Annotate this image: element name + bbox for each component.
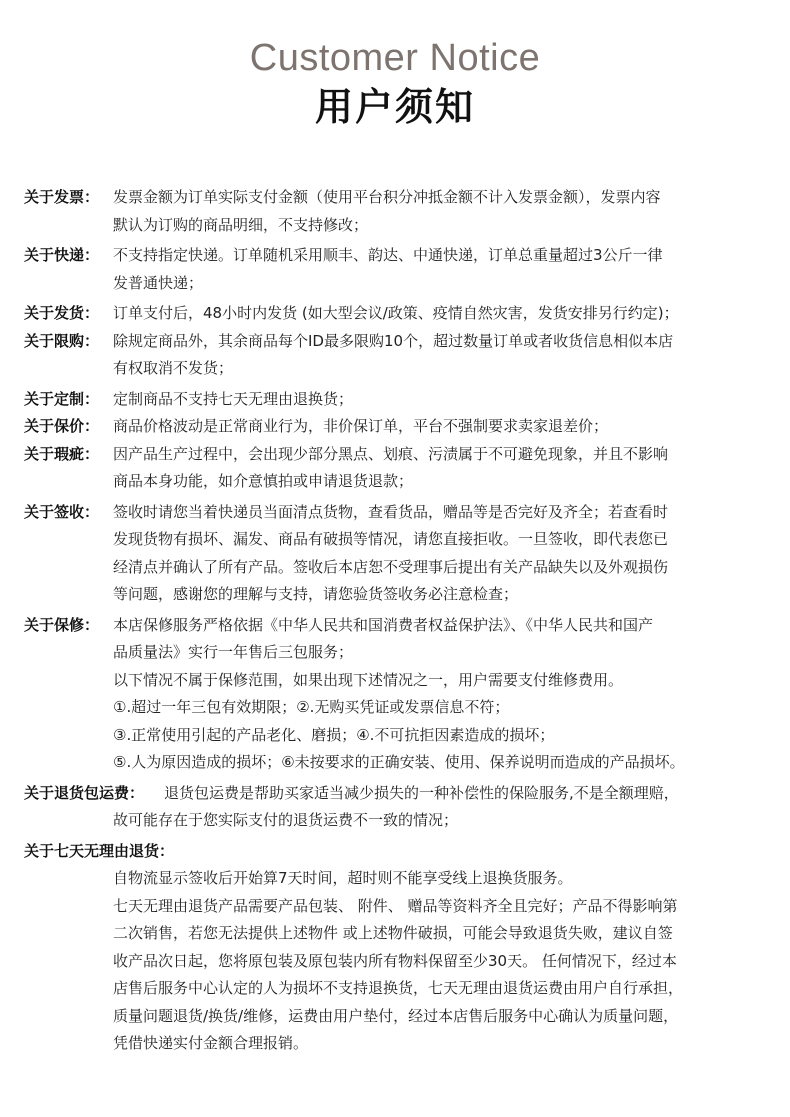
notice-label: 关于保修： <box>24 615 100 634</box>
notice-seven-day <box>24 838 774 866</box>
notice-text: 故可能存在于您实际支付的退货运费不一致的情况； <box>113 811 459 829</box>
notice-text: ③.正常使用引起的产品老化、磨损；④.不可抗拒因素造成的损坏； <box>113 725 555 744</box>
notice-text: 不支持指定快递。订单随机采用顺丰、韵达、中通快递，订单总重量超过3公斤一律 <box>113 246 663 264</box>
page-title-chinese: 用户须知 <box>314 85 475 129</box>
notice-text: 品质量法》实行一年售后三包服务； <box>113 643 354 661</box>
notice-text: 七天无理由退货产品需要产品包装、 附件、 赠品等资料齐全且完好；产品不得影响第 <box>113 896 678 915</box>
notice-text: ①.超过一年三包有效期限；②.无购买凭证或发票信息不符； <box>113 698 510 716</box>
notice-custom <box>24 386 774 414</box>
notice-flaw <box>24 441 774 469</box>
notice-text: 签收时请您当着快递员当面清点货物，查看货品，赠品等是否完好及齐全；若查看时 <box>113 502 669 521</box>
notice-text: 发普通快递； <box>113 273 204 292</box>
notice-text: 以下情况不属于保修范围，如果出现下述情况之一，用户需要支付维修费用。 <box>113 670 624 689</box>
notice-text: ⑤.人为原因造成的损坏；⑥未按要求的正确安装、使用、保养说明而造成的产品损坏。 <box>113 753 685 771</box>
notice-text: 发票金额为订单实际支付金额（使用平台积分冲抵金额不计入发票金额），发票内容 <box>113 188 661 206</box>
notice-text: 定制商品不支持七天无理由退换货； <box>113 389 354 408</box>
notice-text: 除规定商品外，其余商品每个ID最多限购10个，超过数量订单或者收货信息相似本店 <box>113 331 674 350</box>
notice-limit <box>24 328 774 356</box>
notice-label: 关于退货包运费： <box>24 783 145 802</box>
notice-label: 关于七天无理由退货： <box>24 841 175 860</box>
notice-text: 本店保修服务严格依据《中华人民共和国消费者权益保护法》、《中华人民共和国产 <box>113 615 654 634</box>
notice-label: 关于保价： <box>24 417 100 435</box>
notice-label: 关于发货： <box>24 304 100 322</box>
notice-text: 有权取消不发货； <box>113 359 234 377</box>
notice-text: 凭借快递实付金额合理报销。 <box>113 1034 309 1052</box>
notice-return-fee <box>24 780 774 808</box>
notice-courier <box>24 242 774 270</box>
notice-text: 订单支付后，48小时内发货 (如大型会议/政策、疫情自然灾害，发货安排另行约定)； <box>113 304 679 322</box>
notice-label: 关于快递： <box>24 246 100 264</box>
notice-label: 关于定制： <box>24 389 100 408</box>
notice-warranty <box>24 612 774 640</box>
notice-content <box>24 184 774 1058</box>
notice-label: 关于限购： <box>24 331 100 350</box>
notice-text: 发现货物有损坏、漏发、商品有破损等情况，请您直接拒收。一旦签收，即代表您已 <box>113 530 669 548</box>
notice-shipping <box>24 300 774 328</box>
notice-text: 收产品次日起，您将原包装及原包装内所有物料保留至少30天。 任何情况下，经过本 <box>113 951 677 970</box>
notice-text: 默认为订购的商品明细，不支持修改； <box>113 215 369 234</box>
notice-receipt <box>24 499 774 527</box>
notice-label: 关于签收： <box>24 502 100 521</box>
notice-text: 商品本身功能，如介意慎拍或申请退货退款； <box>113 472 414 490</box>
notice-text: 经清点并确认了所有产品。签收后本店恕不受理事后提出有关产品缺失以及外观损伤 <box>113 557 669 576</box>
notice-price <box>24 413 774 441</box>
notice-text: 商品价格波动是正常商业行为，非价保订单，平台不强制要求卖家退差价； <box>113 417 609 435</box>
notice-text: 质量问题退货/换货/维修，运费由用户垫付，经过本店售后服务中心确认为质量问题， <box>113 1006 679 1025</box>
notice-label: 关于发票： <box>24 188 100 206</box>
page-title-english: Customer Notice <box>249 37 541 79</box>
notice-label: 关于瑕疵： <box>24 444 100 463</box>
notice-text: 自物流显示签收后开始算7天时间，超时则不能享受线上退换货服务。 <box>113 869 573 887</box>
notice-text: 退货包运费是帮助买家适当减少损失的一种补偿性的保险服务,不是全额理赔， <box>164 783 679 802</box>
notice-text: 等问题，感谢您的理解与支持，请您验货签收务必注意检查； <box>113 585 519 603</box>
notice-text: 二次销售，若您无法提供上述物件 或上述物件破损，可能会导致退货失败，建议自签 <box>113 924 673 942</box>
notice-text: 店售后服务中心认定的人为损坏不支持退换货，七天无理由退货运费由用户自行承担， <box>113 979 684 997</box>
notice-invoice <box>24 184 774 212</box>
notice-text: 因产品生产过程中，会出现少部分黑点、划痕、污渍属于不可避免现象，并且不影响 <box>113 444 669 463</box>
